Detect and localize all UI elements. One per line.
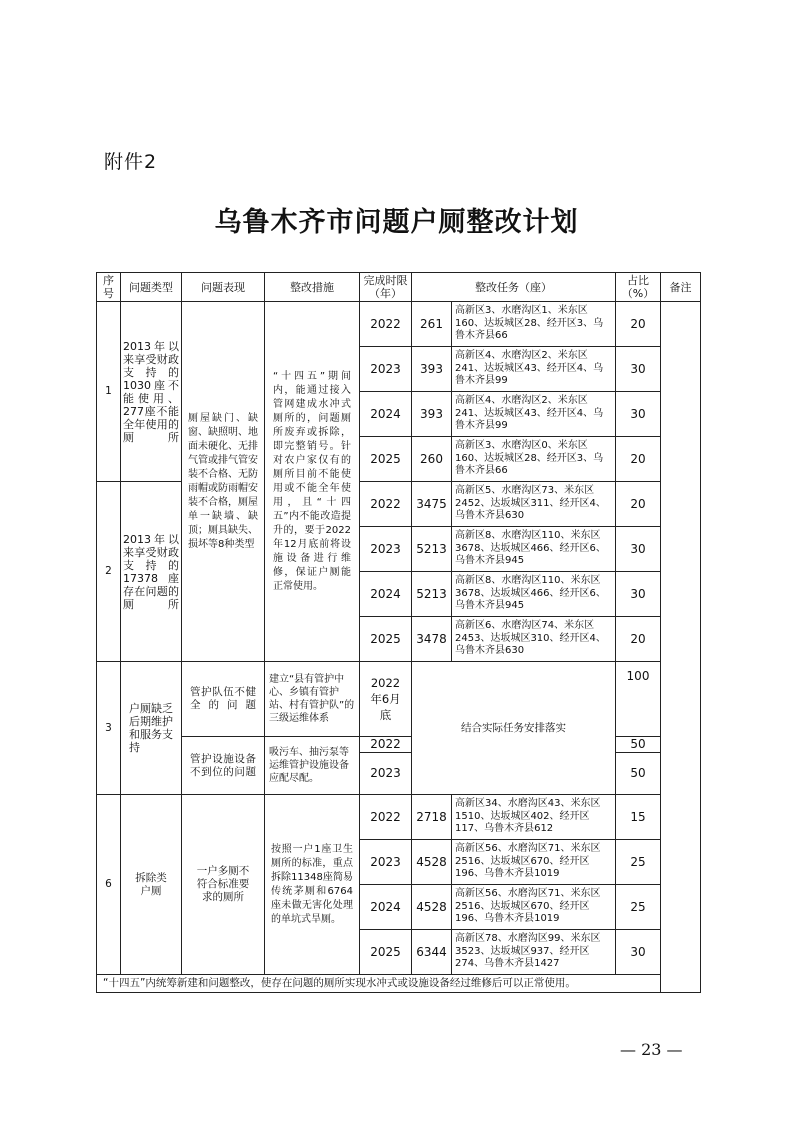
count-cell: 2718 [412, 795, 452, 840]
year-cell: 2025 [360, 930, 412, 975]
document-title: 乌鲁木齐市问题户厕整改计划 [214, 207, 579, 238]
district-breakdown: 高新区5、水磨沟区73、米东区2452、达坂城区311、经开区4、乌鲁木齐县630 [452, 482, 616, 527]
header-issue: 问题表现 [182, 273, 265, 302]
count-cell: 6344 [412, 930, 452, 975]
district-breakdown: 高新区4、水磨沟区2、米东区241、达坂城区43、经开区4、乌鲁木齐县99 [452, 347, 616, 392]
issue-cell: 一户多厕不符合标准要求的厕所 [182, 795, 265, 975]
count-cell: 5213 [412, 527, 452, 572]
count-cell: 261 [412, 302, 452, 347]
year-cell: 2022 [360, 795, 412, 840]
table-row [97, 795, 701, 840]
district-breakdown: 高新区56、水磨沟区71、米东区2516、达坂城区670、经开区196、乌鲁木齐县1019 [452, 840, 616, 885]
header-task: 整改任务（座） [412, 273, 616, 302]
rectification-plan-table [96, 272, 701, 993]
count-cell: 393 [412, 347, 452, 392]
year-cell: 2023 [360, 347, 412, 392]
ratio-cell: 50 [616, 753, 661, 795]
ratio-cell: 20 [616, 302, 661, 347]
shared-issue-cell: 厕屋缺门、缺窗、缺照明、地面未硬化、无排气管或排气管安装不合格、无防雨帽或防雨帽安装不合格，厕屋单一缺墙、缺顶；厕具缺失、损坏等8种类型 [182, 302, 265, 662]
year-cell: 2022年6月底 [360, 662, 412, 737]
header-measure: 整改措施 [265, 273, 360, 302]
year-cell: 2023 [360, 840, 412, 885]
district-breakdown: 高新区78、水磨沟区99、米东区3523、达坂城区937、经开区274、乌鲁木齐县1427 [452, 930, 616, 975]
ratio-cell: 20 [616, 617, 661, 662]
district-breakdown: 高新区3、水磨沟区0、米东区160、达坂城区28、经开区3、乌鲁木齐县66 [452, 437, 616, 482]
header-seq: 序号 [97, 273, 121, 302]
header-type: 问题类型 [121, 273, 182, 302]
task-note-cell: 结合实际任务安排落实 [412, 662, 616, 795]
ratio-cell: 30 [616, 930, 661, 975]
measure-cell: 按照一户1座卫生厕所的标准，重点拆除11348座简易传统茅厕和6764座未做无害化处理的单坑式旱厕。 [265, 795, 360, 975]
ratio-cell: 30 [616, 527, 661, 572]
count-cell: 4528 [412, 840, 452, 885]
measure-cell: 吸污车、抽污泵等运维管护设施设备应配尽配。 [265, 737, 360, 795]
group-seq: 2 [97, 482, 121, 662]
footnote-row [97, 975, 701, 993]
count-cell: 260 [412, 437, 452, 482]
attachment-label: 附件2 [104, 151, 158, 173]
ratio-cell: 30 [616, 347, 661, 392]
page-number: — 23 — [620, 1040, 683, 1059]
ratio-cell: 30 [616, 572, 661, 617]
group-seq: 6 [97, 795, 121, 975]
group-type: 2013年以来享受财政支持的1030座不能使用、277座不能全年使用的厕所 [121, 302, 182, 482]
ratio-cell: 20 [616, 482, 661, 527]
ratio-cell: 50 [616, 737, 661, 753]
district-breakdown: 高新区6、水磨沟区74、米东区2453、达坂城区310、经开区4、乌鲁木齐县630 [452, 617, 616, 662]
year-cell: 2024 [360, 572, 412, 617]
district-breakdown: 高新区3、水磨沟区1、米东区160、达坂城区28、经开区3、乌鲁木齐县66 [452, 302, 616, 347]
year-cell: 2024 [360, 885, 412, 930]
ratio-cell: 30 [616, 392, 661, 437]
group-type: 2013年以来享受财政支持的17378座存在问题的厕所 [121, 482, 182, 662]
header-ratio: 占比（%） [616, 273, 661, 302]
district-breakdown: 高新区8、水磨沟区110、米东区3678、达坂城区466、经开区6、乌鲁木齐县945 [452, 572, 616, 617]
group-seq: 1 [97, 302, 121, 482]
issue-cell: 管护设施设备不到位的问题 [182, 737, 265, 795]
year-cell: 2022 [360, 737, 412, 753]
count-cell: 3478 [412, 617, 452, 662]
count-cell: 3475 [412, 482, 452, 527]
header-row [97, 273, 701, 302]
ratio-cell: 20 [616, 437, 661, 482]
count-cell: 393 [412, 392, 452, 437]
table-row [97, 302, 701, 347]
issue-cell: 管护队伍不健全的问题 [182, 662, 265, 737]
ratio-cell: 25 [616, 840, 661, 885]
year-cell: 2023 [360, 527, 412, 572]
district-breakdown: 高新区8、水磨沟区110、米东区3678、达坂城区466、经开区6、乌鲁木齐县945 [452, 527, 616, 572]
group-seq: 3 [97, 662, 121, 795]
district-breakdown: 高新区4、水磨沟区2、米东区241、达坂城区43、经开区4、乌鲁木齐县99 [452, 392, 616, 437]
year-cell: 2025 [360, 437, 412, 482]
year-cell: 2024 [360, 392, 412, 437]
shared-measure-cell: “十四五”期间内，能通过接入管网建成水冲式厕所的，问题厕所废弃或拆除，即完整销号。针对农户家仅有的厕所目前不能使用或不能全年使用，且“十四五”内不能改造提升的，要于2022年12月底前将设施设备进行维修，保证户厕能正常使用。 [265, 302, 360, 662]
year-cell: 2023 [360, 753, 412, 795]
header-remark: 备注 [661, 273, 701, 302]
count-cell: 5213 [412, 572, 452, 617]
group-type: 拆除类户厕 [121, 795, 182, 975]
header-deadline: 完成时限（年） [360, 273, 412, 302]
table-footnote: “十四五”内统筹新建和问题整改，使存在问题的厕所实现水冲式或设施设备经过维修后可以正常使用。 [97, 975, 701, 993]
table-row [97, 662, 701, 737]
year-cell: 2025 [360, 617, 412, 662]
count-cell: 4528 [412, 885, 452, 930]
ratio-cell: 15 [616, 795, 661, 840]
group-type: 户厕缺乏后期维护和服务支持 [121, 662, 182, 795]
year-cell: 2022 [360, 482, 412, 527]
measure-cell: 建立“县有管护中心、乡镇有管护站、村有管护队”的三级运维体系 [265, 662, 360, 737]
district-breakdown: 高新区56、水磨沟区71、米东区2516、达坂城区670、经开区196、乌鲁木齐县1019 [452, 885, 616, 930]
year-cell: 2022 [360, 302, 412, 347]
ratio-cell: 100 [616, 662, 661, 737]
remark-cell [661, 302, 701, 993]
district-breakdown: 高新区34、水磨沟区43、米东区1510、达坂城区402、经开区117、乌鲁木齐县612 [452, 795, 616, 840]
ratio-cell: 25 [616, 885, 661, 930]
